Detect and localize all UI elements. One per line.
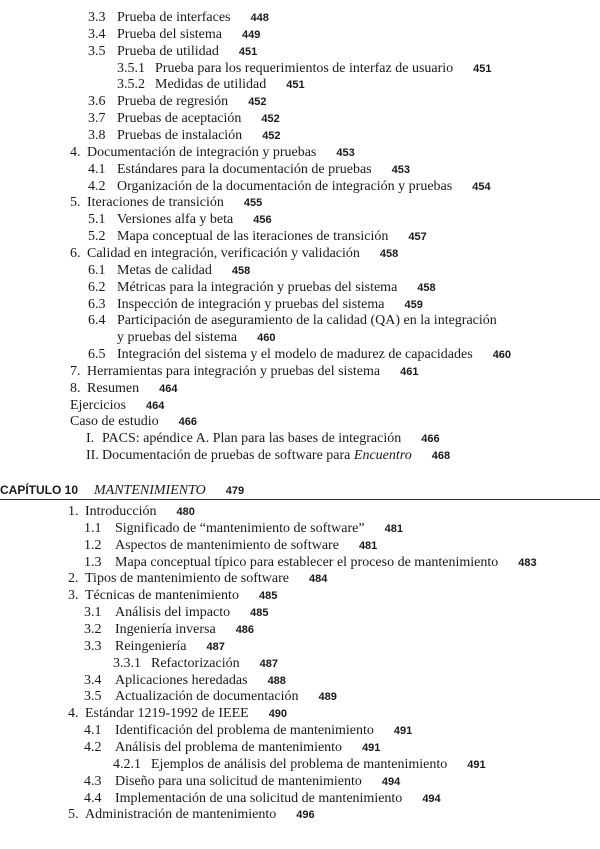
toc-entry-text <box>85 588 277 604</box>
toc-entry-number: 3. <box>68 588 79 604</box>
toc-entry-text <box>85 504 195 520</box>
toc-entry-page: 483 <box>518 556 537 569</box>
toc-entry-page: 451 <box>238 45 258 58</box>
toc-entry-page: 451 <box>286 79 305 92</box>
toc-entry-number: 4.1 <box>84 723 102 738</box>
toc-entry-text <box>117 10 269 26</box>
toc-entry-number: 5.2 <box>88 229 106 245</box>
toc-entry-number: 5. <box>68 807 79 823</box>
toc-entry-number: 6. <box>70 245 81 261</box>
toc-entry-title: Aplicaciones heredadas <box>115 672 248 688</box>
toc-entry-title: Ejemplos de análisis del problema de mantenimiento <box>151 756 448 772</box>
chapter-page: 479 <box>225 485 245 497</box>
toc-entry-text <box>115 723 412 739</box>
toc-entry-number: 1. <box>68 504 79 519</box>
toc-entry-title: Análisis del problema de mantenimiento <box>115 739 343 755</box>
toc-entry-text <box>102 448 450 464</box>
toc-entry-text <box>87 195 262 211</box>
toc-entry-title: Metas de calidad <box>117 262 212 278</box>
toc-entry-number: 6.2 <box>88 279 106 295</box>
toc-entry-title: Mapa conceptual típico para establecer el proceso de mantenimiento <box>115 554 499 570</box>
toc-entry-page: 448 <box>250 12 269 24</box>
toc-entry-number: 1.3 <box>84 554 102 570</box>
toc-entry-number: 3.3.1 <box>113 655 141 671</box>
toc-entry-title: Medidas de utilidad <box>155 77 267 93</box>
toc-entry-page: 487 <box>259 657 278 670</box>
toc-entry-page: 464 <box>145 399 165 412</box>
toc-entry-title: Métricas para la integración y pruebas del sistema <box>117 279 398 295</box>
toc-entry-text <box>85 571 327 587</box>
toc-entry-page: 485 <box>250 607 269 620</box>
toc-entry-number: 8. <box>70 380 81 396</box>
toc-entry-number: 3.3 <box>88 10 106 25</box>
toc-entry-page: 486 <box>235 624 255 636</box>
toc-entry-number: 6.4 <box>88 313 106 329</box>
toc-entry-page: 452 <box>248 96 267 109</box>
toc-entry-title: Identificación del problema de mantenimiento <box>115 723 374 738</box>
toc-entry-page: 452 <box>262 130 281 142</box>
toc-entry-text <box>117 347 511 363</box>
toc-entry-title: Resumen <box>87 380 140 396</box>
toc-entry-title: Integración del sistema y el modelo de madurez de capacidades <box>117 347 473 362</box>
toc-entry-title: Ingeniería inversa <box>115 622 216 637</box>
toc-entry-text <box>117 313 497 329</box>
toc-entry-title: Ejercicios <box>70 397 126 413</box>
toc-entry-page: 494 <box>381 775 401 788</box>
toc-entry-text <box>115 673 286 689</box>
toc-entry-text <box>85 706 287 722</box>
toc-entry-title: Documentación de pruebas de software para <box>102 448 354 464</box>
toc-entry-page: 481 <box>384 522 403 535</box>
toc-entry-text <box>117 44 257 60</box>
toc-entry-page: 451 <box>473 62 492 75</box>
toc-entry-title: Estándares para la documentación de pruebas <box>117 161 372 177</box>
toc-entry-page: 491 <box>362 741 381 754</box>
toc-entry-page: 460 <box>257 332 276 345</box>
toc-entry-text <box>115 774 400 790</box>
toc-entry-page: 458 <box>379 247 399 260</box>
toc-entry-text <box>151 757 486 773</box>
toc-entry-page: 460 <box>492 349 512 361</box>
toc-entry-page: 490 <box>268 708 288 721</box>
toc-entry-number: 6.3 <box>88 296 106 312</box>
toc-entry-text <box>102 431 440 447</box>
toc-entry-title: Prueba del sistema <box>117 26 222 42</box>
toc-entry-text <box>117 162 410 178</box>
toc-entry-number: 6.1 <box>88 262 106 278</box>
toc-entry-number: 3.7 <box>88 111 106 127</box>
toc-entry-title: Introducción <box>85 504 157 519</box>
toc-entry-number: 6.5 <box>88 347 106 362</box>
toc-entry-page: 464 <box>159 382 178 395</box>
toc-entry-text <box>117 111 280 127</box>
toc-entry-number: 3.8 <box>88 128 106 143</box>
toc-entry-title: Reingeniería <box>115 638 187 654</box>
toc-entry-number: 1.1 <box>84 520 102 536</box>
toc-entry-text <box>117 94 267 110</box>
toc-entry-page: 457 <box>408 231 427 244</box>
toc-entry-number: 4.2 <box>84 739 102 755</box>
toc-entry-title: Participación de aseguramiento de la calidad (QA) en la integración <box>117 313 497 329</box>
toc-entry-number: 5. <box>70 195 81 211</box>
toc-entry-page: 484 <box>309 573 328 586</box>
toc-entry-text <box>70 414 197 430</box>
toc-entry-number: 3.1 <box>84 605 102 621</box>
toc-entry-page: 449 <box>241 28 261 41</box>
toc-entry-text <box>117 297 423 313</box>
toc-entry-title: Pruebas de aceptación <box>117 111 242 127</box>
toc-entry-text <box>115 622 254 638</box>
toc-entry-text <box>115 521 403 537</box>
toc-entry-page: 481 <box>358 539 378 552</box>
toc-entry-title: Aspectos de mantenimiento de software <box>115 537 339 553</box>
toc-entry-text <box>115 689 337 705</box>
toc-entry-title: Inspección de integración y pruebas del sistema <box>117 296 385 312</box>
toc-entry-number: 4.2 <box>88 178 106 194</box>
toc-entry-text <box>87 364 418 380</box>
toc-entry-text <box>70 398 164 414</box>
toc-entry-page: 487 <box>206 640 225 653</box>
toc-entry-number: 4.3 <box>84 773 102 789</box>
toc-entry-text <box>117 27 260 43</box>
toc-entry-page: 466 <box>178 416 198 429</box>
toc-entry-title: Mapa conceptual de las iteraciones de transición <box>117 229 389 245</box>
toc-entry-text <box>155 77 305 93</box>
toc-entry-title: Caso de estudio <box>70 414 159 430</box>
toc-entry-page: 491 <box>467 758 486 771</box>
toc-entry-number: 4.1 <box>88 161 106 177</box>
toc-entry-page: 454 <box>472 180 491 193</box>
toc-entry-title: PACS: apéndice A. Plan para las bases de integración <box>102 431 402 447</box>
toc-entry-text <box>115 605 268 621</box>
toc-entry-title: Refactorización <box>151 655 240 671</box>
toc-entry-number: 7. <box>70 363 81 379</box>
toc-entry-page: 496 <box>296 809 315 822</box>
toc-entry-page: 461 <box>400 365 419 378</box>
toc-entry-number: 4.4 <box>84 790 102 806</box>
toc-entry-title: Versiones alfa y beta <box>117 212 234 228</box>
toc-entry-title: Prueba de regresión <box>117 94 229 110</box>
toc-entry-number: 1.2 <box>84 537 102 553</box>
toc-entry-title: Significado de “mantenimiento de software” <box>115 520 365 536</box>
toc-entry-title: Actualización de documentación <box>115 689 299 705</box>
toc-entry-page: 466 <box>421 433 440 446</box>
toc-entry-number: 2. <box>68 571 79 587</box>
toc-entry-title: Organización de la documentación de integración y pruebas <box>117 178 453 194</box>
toc-entry-title: Herramientas para integración y pruebas del sistema <box>87 363 381 379</box>
toc-entry-page: 468 <box>431 450 451 463</box>
toc-entry-number: 3.4 <box>84 672 102 688</box>
chapter-heading <box>0 482 600 498</box>
toc-entry-title: Documentación de integración y pruebas <box>87 144 317 160</box>
toc-entry-title: Prueba para los requerimientos de interfaz de usuario <box>155 60 454 76</box>
toc-entry-page: 494 <box>422 792 441 805</box>
toc-entry-text <box>87 246 398 262</box>
toc-entry-number: 3.5.2 <box>117 77 145 93</box>
toc-entry-page: 459 <box>404 298 423 311</box>
toc-entry-text <box>117 330 276 346</box>
toc-entry-title: Técnicas de mantenimiento <box>85 588 239 604</box>
toc-entry-text <box>151 656 278 672</box>
toc-entry-text <box>117 280 436 296</box>
toc-entry-title: Administración de mantenimiento <box>85 807 277 823</box>
toc-entry-number: 4.2.1 <box>113 756 141 772</box>
toc-entry-text <box>87 145 355 161</box>
toc-entry-text <box>117 212 272 228</box>
toc-entry-title: Pruebas de instalación <box>117 128 243 143</box>
toc-entry-page: 453 <box>391 163 410 176</box>
toc-entry-text <box>155 61 492 77</box>
toc-entry-page: 485 <box>258 590 278 603</box>
toc-entry-title: Prueba de interfaces <box>117 10 231 25</box>
toc-entry-page: 480 <box>176 506 195 518</box>
toc-entry-title: Diseño para una solicitud de mantenimiento <box>115 773 362 789</box>
toc-entry-text <box>115 740 380 756</box>
chapter-rule <box>0 499 600 500</box>
toc-entry-title: Tipos de mantenimiento de software <box>85 571 290 587</box>
toc-entry-page: 458 <box>417 281 436 294</box>
toc-entry-page: 452 <box>261 113 280 126</box>
toc-entry-text <box>117 179 491 195</box>
toc-entry-title: Análisis del impacto <box>115 605 231 621</box>
toc-entry-text <box>117 229 427 245</box>
toc-entry-number: 3.5.1 <box>117 60 145 76</box>
toc-entry-text <box>117 263 250 279</box>
toc-entry-text <box>85 807 315 823</box>
chapter-title: MANTENIMIENTO <box>94 483 206 498</box>
toc-entry-title: Implementación de una solicitud de mantenimiento <box>115 790 403 806</box>
chapter-label: CAPÍTULO 10 <box>0 483 79 497</box>
toc-entry-page: 489 <box>318 691 337 704</box>
toc-entry-text <box>115 639 225 655</box>
toc-entry-title: Prueba de utilidad <box>117 43 219 59</box>
toc-entry-text <box>115 555 537 571</box>
toc-entry-number: 3.4 <box>88 26 106 42</box>
toc-entry-page: 491 <box>393 725 413 737</box>
toc-entry-text <box>115 791 441 807</box>
toc-entry-page: 453 <box>336 146 355 159</box>
toc-entry-title: Calidad en integración, verificación y validación <box>87 245 360 261</box>
toc-entry-number: 3.3 <box>84 638 102 654</box>
toc-entry-text <box>115 538 377 554</box>
toc-entry-title: y pruebas del sistema <box>117 330 238 346</box>
toc-entry-number: I. <box>86 431 95 447</box>
toc-entry-page: 488 <box>267 674 286 687</box>
toc-entry-number: 3.5 <box>88 43 106 59</box>
toc-entry-title-italic: Encuentro <box>353 448 412 464</box>
toc-entry-page: 458 <box>231 264 251 277</box>
toc-entry-number: II. <box>86 448 99 464</box>
toc-entry-title: Iteraciones de transición <box>87 195 224 211</box>
toc-entry-number: 3.6 <box>88 94 106 110</box>
toc-entry-page: 456 <box>253 214 272 227</box>
toc-entry-number: 3.2 <box>84 622 102 637</box>
toc-entry-number: 4. <box>70 144 81 160</box>
toc-entry-text <box>87 381 177 397</box>
toc-entry-text <box>117 128 281 144</box>
toc-entry-number: 3.5 <box>84 689 102 705</box>
toc-entry-title: Estándar 1219-1992 de IEEE <box>85 706 249 722</box>
toc-entry-page: 455 <box>243 197 263 210</box>
toc-entry-number: 4. <box>68 706 79 722</box>
toc-entry-number: 5.1 <box>88 212 106 228</box>
